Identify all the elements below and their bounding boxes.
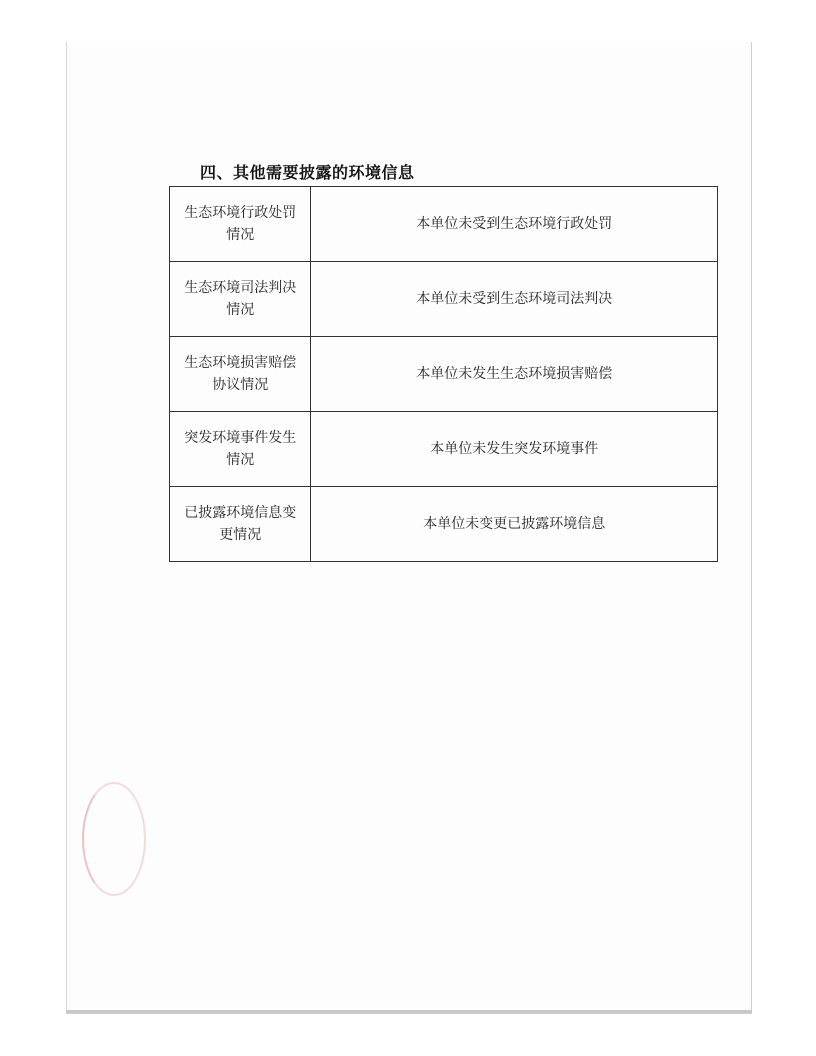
row-label: 生态环境损害赔偿协议情况: [184, 355, 297, 393]
row-label: 生态环境司法判决情况: [184, 280, 297, 318]
seal-stamp-partial: [82, 782, 146, 896]
table-row: [170, 337, 718, 412]
row-label-cell: [170, 487, 311, 562]
row-value: 本单位未发生生态环境损害赔偿: [311, 337, 718, 412]
section-title: 四、其他需要披露的环境信息: [200, 163, 415, 182]
row-label-cell: [170, 412, 311, 487]
row-label: 生态环境行政处罚情况: [184, 205, 297, 243]
table-row: [170, 412, 718, 487]
page-bottom-edge: [66, 1010, 752, 1013]
row-value: 本单位未变更已披露环境信息: [311, 487, 718, 562]
row-label: 已披露环境信息变更情况: [184, 505, 297, 543]
table-row: [170, 262, 718, 337]
row-value: 本单位未受到生态环境司法判决: [311, 262, 718, 337]
environmental-info-table: [169, 186, 718, 562]
table-row: [170, 187, 718, 262]
row-value: 本单位未发生突发环境事件: [311, 412, 718, 487]
row-value: 本单位未受到生态环境行政处罚: [311, 187, 718, 262]
row-label-cell: [170, 337, 311, 412]
row-label-cell: [170, 187, 311, 262]
row-label: 突发环境事件发生情况: [184, 430, 297, 468]
row-label-cell: [170, 262, 311, 337]
table-row: [170, 487, 718, 562]
